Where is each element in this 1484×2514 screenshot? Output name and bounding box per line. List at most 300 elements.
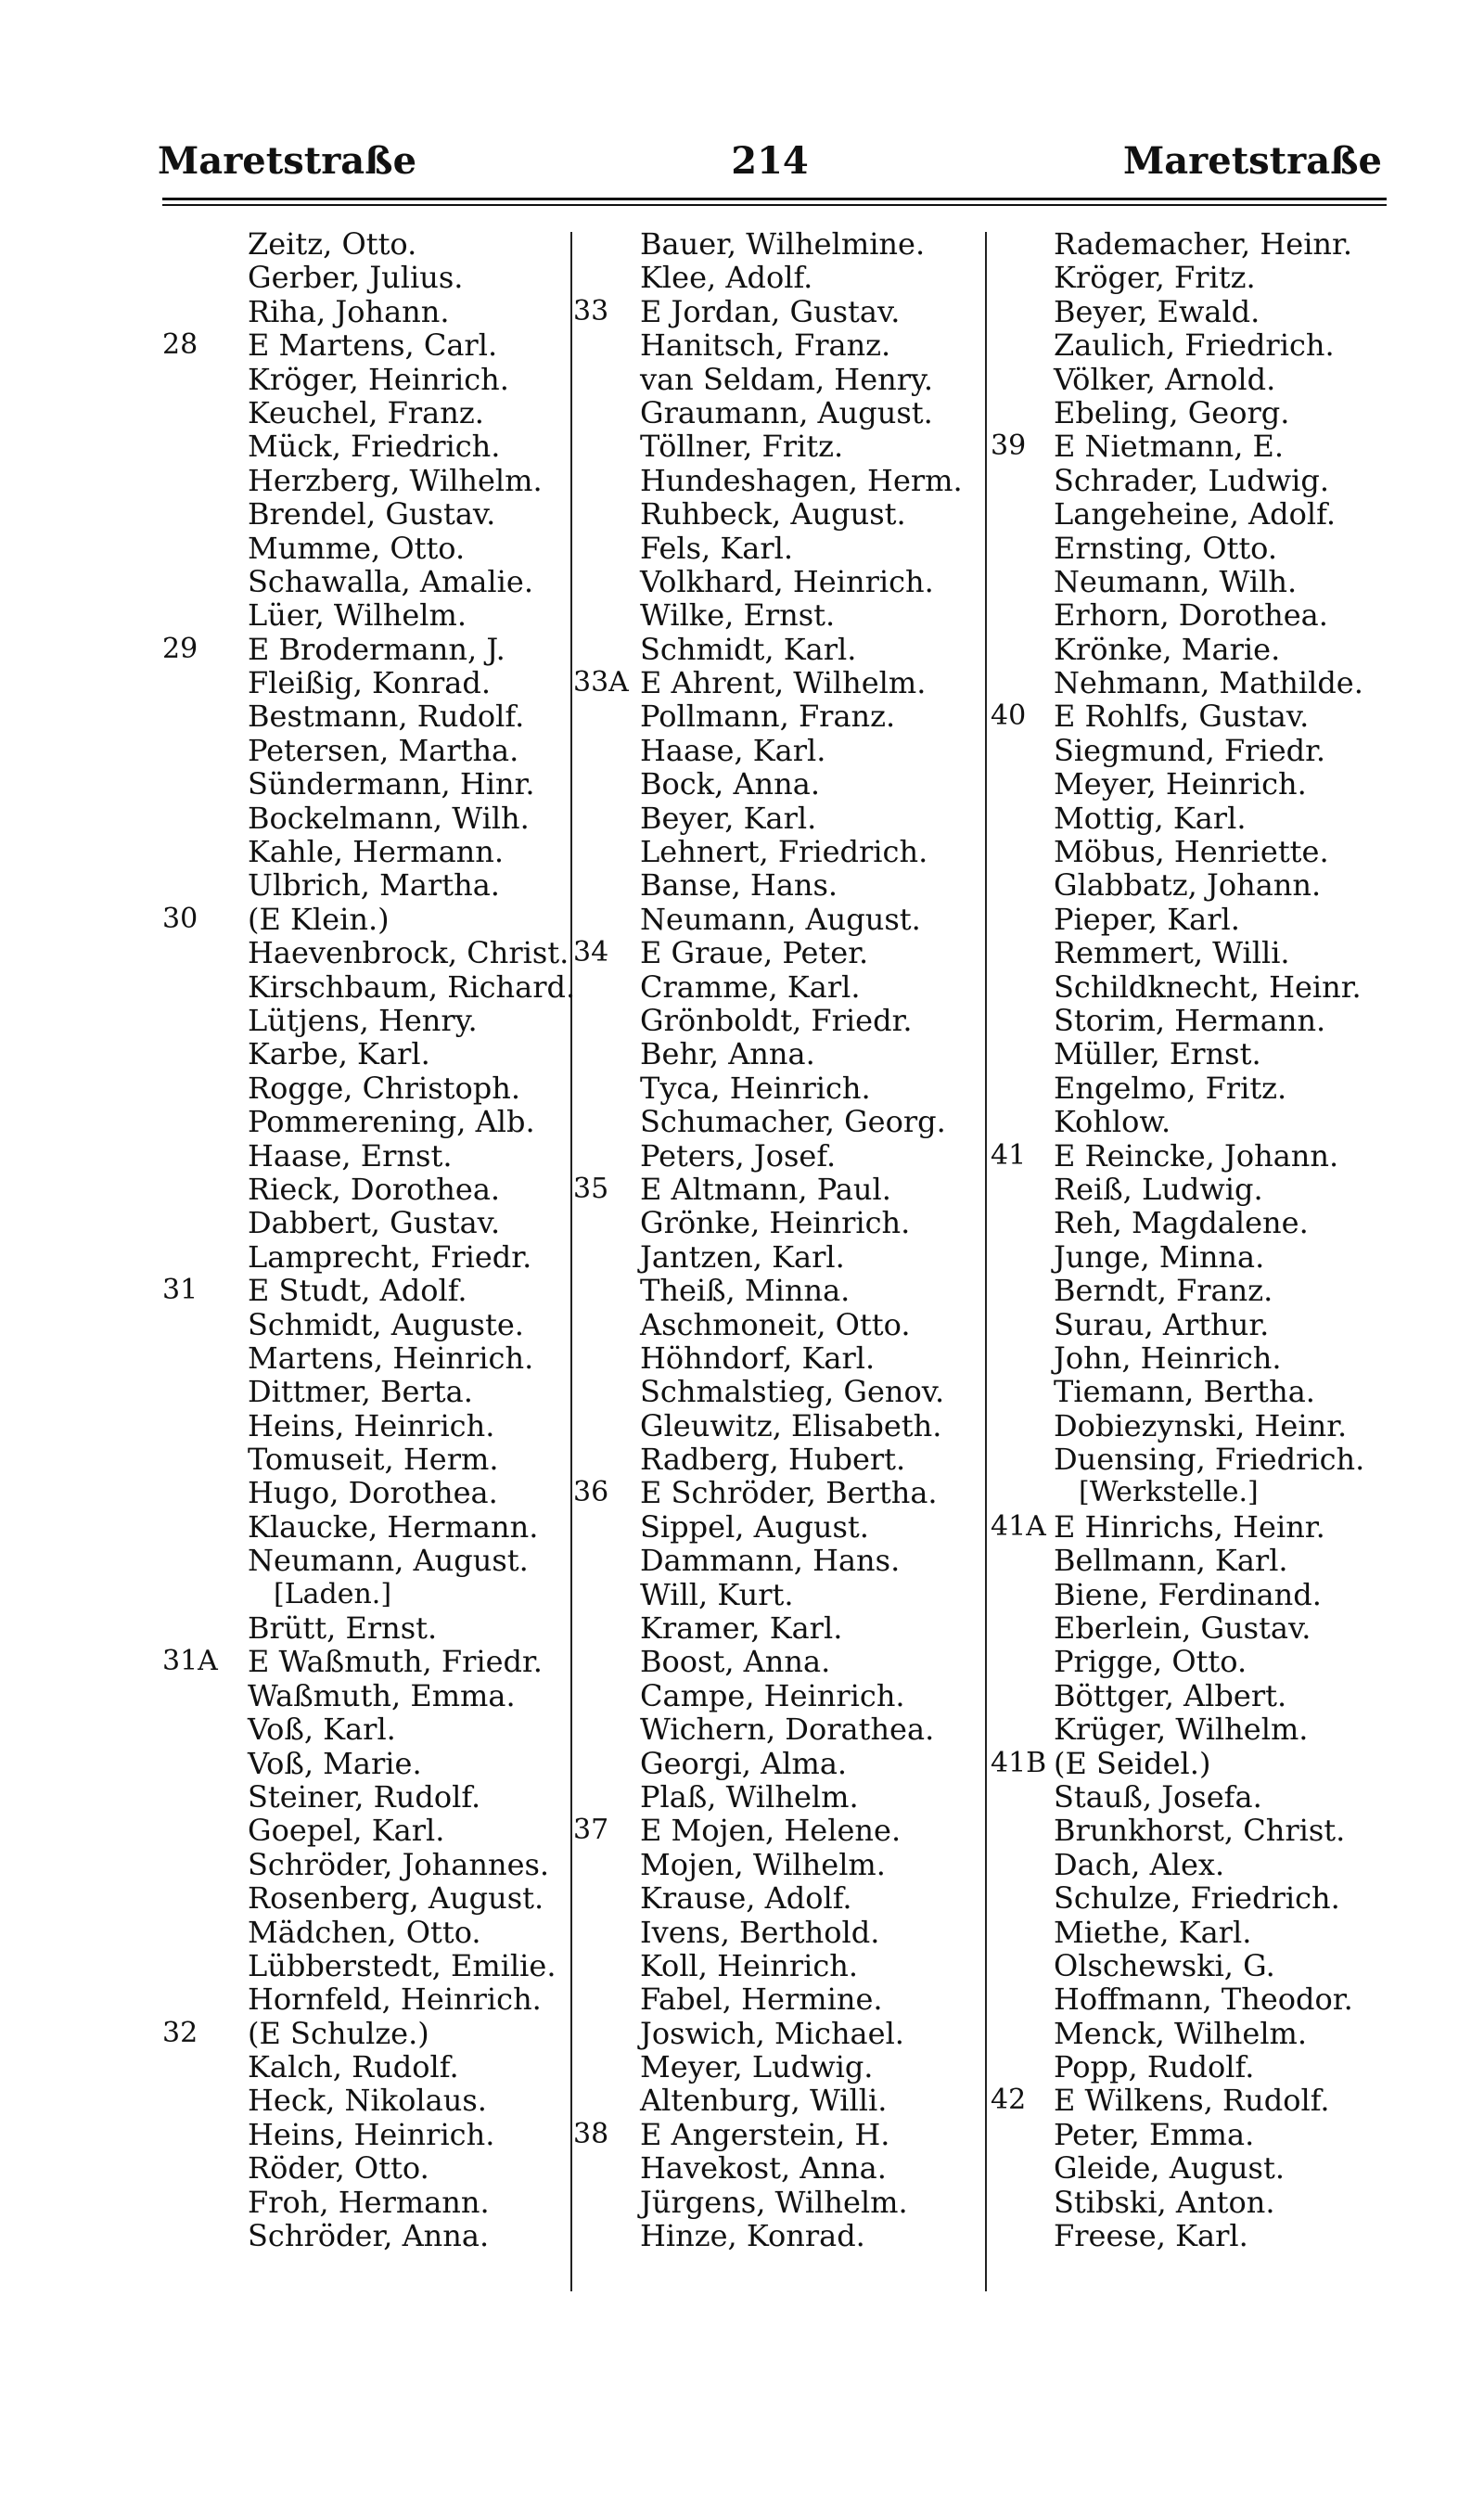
resident-row	[172, 1679, 570, 1712]
resident-name: Lehnert, Friedrich.	[640, 834, 928, 870]
resident-row	[991, 1409, 1399, 1443]
resident-name: Schmidt, Auguste.	[248, 1306, 524, 1342]
resident-name: Jürgens, Wilhelm.	[640, 2184, 908, 2220]
resident-name: Dabbert, Gustav.	[248, 1205, 501, 1241]
resident-name: Cramme, Karl.	[640, 968, 861, 1005]
resident-row	[991, 1982, 1399, 2016]
resident-row	[573, 1611, 985, 1645]
resident-name: Ruhbeck, August.	[640, 496, 906, 532]
resident-name: Tyca, Heinrich.	[640, 1070, 871, 1106]
resident-row	[573, 1578, 985, 1611]
resident-name: Gleuwitz, Elisabeth.	[640, 1407, 942, 1443]
resident-name: Kröger, Heinrich.	[248, 361, 509, 397]
house-entry-row	[162, 1644, 570, 1680]
resident-row	[172, 1881, 570, 1915]
house-entry-row	[991, 1139, 1399, 1173]
resident-name: Reiß, Ludwig.	[1054, 1171, 1263, 1207]
resident-row	[991, 1848, 1399, 1881]
resident-row	[573, 598, 985, 632]
resident-name: John, Heinrich.	[1054, 1340, 1282, 1376]
resident-row	[573, 633, 985, 666]
resident-row	[172, 295, 570, 328]
resident-row	[573, 2017, 985, 2050]
resident-row	[991, 1240, 1399, 1274]
resident-row	[991, 868, 1399, 902]
resident-row	[573, 1409, 985, 1443]
resident-name: Meyer, Ludwig.	[640, 2049, 874, 2085]
resident-row	[991, 396, 1399, 430]
resident-name: E Graue, Peter.	[640, 935, 869, 971]
resident-row	[573, 1679, 985, 1712]
house-entry-row	[162, 2015, 570, 2051]
resident-name: Storim, Hermann.	[1054, 1002, 1326, 1038]
resident-name: Klee, Adolf.	[640, 260, 813, 296]
resident-name: Schrader, Ludwig.	[1054, 462, 1329, 498]
resident-name: Surau, Arthur.	[1054, 1306, 1270, 1342]
resident-row	[991, 363, 1399, 396]
resident-name: Gleide, August.	[1054, 2150, 1285, 2187]
resident-row	[573, 1712, 985, 1746]
resident-name: Schulze, Friedrich.	[1054, 1880, 1340, 1917]
resident-row	[573, 767, 985, 801]
house-number: 33	[573, 294, 609, 327]
resident-name: Wilke, Ernst.	[640, 597, 836, 634]
house-entry-row	[573, 2118, 985, 2151]
resident-name: Bockelmann, Wilh.	[248, 800, 530, 836]
resident-row	[172, 835, 570, 868]
resident-row	[573, 1139, 985, 1173]
resident-name: E Brodermann, J.	[248, 631, 505, 667]
resident-row	[573, 2151, 985, 2185]
resident-name: Popp, Rudolf.	[1054, 2049, 1255, 2085]
resident-name: Fleißig, Konrad.	[248, 665, 491, 701]
resident-row	[172, 1510, 570, 1544]
resident-name: Bauer, Wilhelmine.	[640, 226, 926, 262]
resident-row	[573, 835, 985, 868]
resident-row	[172, 734, 570, 767]
resident-name: Stibski, Anton.	[1054, 2184, 1275, 2220]
house-entry-row	[573, 295, 985, 328]
resident-name: Riha, Johann.	[248, 293, 450, 329]
resident-row	[991, 464, 1399, 497]
resident-name: Reh, Magdalene.	[1054, 1205, 1309, 1241]
resident-row	[991, 1611, 1399, 1645]
resident-name: Schawalla, Amalie.	[248, 563, 533, 599]
resident-row	[172, 532, 570, 565]
resident-row	[573, 1071, 985, 1105]
resident-name: Neumann, August.	[248, 1543, 529, 1579]
resident-name: Schmalstieg, Genov.	[640, 1374, 945, 1410]
resident-name: E Martens, Carl.	[248, 327, 498, 364]
resident-name: Haevenbrock, Christ.	[248, 935, 569, 971]
resident-name: Mojen, Wilhelm.	[640, 1846, 886, 1882]
resident-name: Lübberstedt, Emilie.	[248, 1947, 556, 1983]
resident-name: Mumme, Otto.	[248, 530, 466, 566]
resident-row	[991, 328, 1399, 362]
resident-row	[172, 1611, 570, 1645]
resident-name: Schmidt, Karl.	[640, 631, 857, 667]
resident-row	[172, 666, 570, 699]
resident-name: Jantzen, Karl.	[640, 1238, 845, 1275]
resident-name: van Seldam, Henry.	[640, 361, 934, 397]
resident-name: Heck, Nikolaus.	[248, 2083, 487, 2119]
resident-name: Ulbrich, Martha.	[248, 867, 500, 904]
resident-row	[991, 532, 1399, 565]
resident-name: Zaulich, Friedrich.	[1054, 327, 1335, 364]
house-number: 32	[162, 2016, 198, 2049]
resident-name: Krönke, Marie.	[1054, 631, 1281, 667]
house-number: 33A	[573, 666, 629, 699]
resident-name: Goepel, Karl.	[248, 1813, 445, 1849]
resident-name: Tomuseit, Herm.	[248, 1442, 499, 1478]
column-1	[162, 226, 576, 2254]
resident-row	[991, 1578, 1399, 1611]
resident-row	[172, 1071, 570, 1105]
resident-row	[573, 1780, 985, 1814]
resident-row	[991, 1712, 1399, 1746]
resident-row	[573, 1510, 985, 1544]
resident-name: Hugo, Dorothea.	[248, 1475, 498, 1511]
resident-name: Röder, Otto.	[248, 2150, 429, 2187]
house-entry-row	[573, 936, 985, 969]
column-divider-2	[985, 232, 987, 2291]
resident-name: Steiner, Rudolf.	[248, 1778, 481, 1815]
resident-name: E Wilkens, Rudolf.	[1054, 2083, 1330, 2119]
resident-name: Ebeling, Georg.	[1054, 394, 1290, 430]
resident-row	[991, 767, 1399, 801]
resident-name: Wichern, Dorathea.	[640, 1712, 935, 1748]
house-number: 42	[991, 2084, 1027, 2117]
resident-name: Ernsting, Otto.	[1054, 530, 1278, 566]
house-entry-row	[573, 1476, 985, 1509]
resident-row	[172, 1240, 570, 1274]
resident-name: Müller, Ernst.	[1054, 1036, 1261, 1072]
resident-row	[172, 497, 570, 531]
resident-name: Sippel, August.	[640, 1508, 869, 1545]
resident-name: Remmert, Willi.	[1054, 935, 1290, 971]
house-entry-row	[991, 2084, 1399, 2117]
resident-row	[172, 2050, 570, 2084]
resident-row	[172, 2084, 570, 2117]
resident-name: Voß, Karl.	[248, 1712, 396, 1748]
resident-row	[991, 1476, 1399, 1509]
resident-name: Campe, Heinrich.	[640, 1677, 905, 1713]
resident-row	[573, 1747, 985, 1780]
resident-name: Rademacher, Heinr.	[1054, 226, 1352, 262]
header-street-right: Maretstraße	[1122, 139, 1382, 183]
resident-name: Rosenberg, August.	[248, 1880, 544, 1917]
resident-row	[172, 2118, 570, 2151]
resident-name: Dobiezynski, Heinr.	[1054, 1407, 1348, 1443]
resident-row	[991, 1679, 1399, 1712]
house-entry-row	[573, 1814, 985, 1847]
resident-row	[573, 1949, 985, 1982]
resident-name: Koll, Heinrich.	[640, 1947, 859, 1983]
resident-name: Havekost, Anna.	[640, 2150, 887, 2187]
resident-name: Altenburg, Willi.	[640, 2083, 888, 2119]
resident-name: Kalch, Rudolf.	[248, 2049, 459, 2085]
resident-name: Herzberg, Wilhelm.	[248, 462, 543, 498]
resident-row	[991, 2050, 1399, 2084]
resident-row	[991, 2118, 1399, 2151]
resident-row	[991, 1375, 1399, 1408]
resident-row	[991, 497, 1399, 531]
resident-row	[573, 1206, 985, 1239]
resident-row	[991, 1780, 1399, 1814]
resident-name: Peters, Josef.	[640, 1137, 837, 1174]
house-number: 34	[573, 936, 609, 969]
resident-row	[991, 565, 1399, 598]
resident-name: Fabel, Hermine.	[640, 1982, 883, 2018]
resident-row	[991, 1916, 1399, 1949]
resident-row	[573, 532, 985, 565]
resident-name: Menck, Wilhelm.	[1054, 2015, 1308, 2051]
resident-row	[172, 396, 570, 430]
resident-name: E Angerstein, H.	[640, 2116, 890, 2152]
resident-row	[573, 1004, 985, 1037]
resident-name: Kramer, Karl.	[640, 1610, 843, 1647]
resident-row	[573, 396, 985, 430]
resident-row	[991, 1274, 1399, 1307]
resident-row	[991, 835, 1399, 868]
resident-row	[991, 295, 1399, 328]
resident-name: Biene, Ferdinand.	[1054, 1576, 1322, 1612]
resident-row	[573, 1341, 985, 1375]
resident-row	[573, 464, 985, 497]
resident-name: Schröder, Anna.	[248, 2218, 490, 2254]
resident-row	[172, 868, 570, 902]
resident-name: Prigge, Otto.	[1054, 1644, 1247, 1680]
resident-name: Neumann, Wilh.	[1054, 563, 1298, 599]
house-number: 29	[162, 632, 198, 665]
resident-name: Waßmuth, Emma.	[248, 1677, 516, 1713]
resident-row	[573, 2186, 985, 2219]
resident-row	[573, 2084, 985, 2117]
resident-row	[991, 1949, 1399, 1982]
resident-row	[172, 968, 576, 1005]
resident-name: Krause, Adolf.	[640, 1880, 852, 1917]
resident-row	[991, 1443, 1399, 1476]
house-number: 39	[991, 430, 1027, 463]
resident-row	[172, 1848, 570, 1881]
resident-row	[991, 1308, 1399, 1341]
resident-row	[172, 430, 570, 463]
resident-name: Voß, Marie.	[248, 1745, 422, 1781]
resident-name: Keuchel, Franz.	[248, 394, 484, 430]
resident-row	[573, 970, 985, 1004]
resident-row	[573, 261, 985, 294]
house-number: 41	[991, 1138, 1027, 1172]
resident-row	[573, 1105, 985, 1138]
resident-name: Volkhard, Heinrich.	[640, 563, 934, 599]
page-number: 214	[731, 139, 809, 183]
resident-name: Pollmann, Franz.	[640, 699, 896, 735]
resident-row	[573, 903, 985, 936]
resident-name: Krüger, Wilhelm.	[1054, 1712, 1309, 1748]
resident-name: Stauß, Josefa.	[1054, 1778, 1262, 1815]
resident-row	[573, 328, 985, 362]
resident-name: Mottig, Karl.	[1054, 800, 1247, 836]
house-entry-row	[162, 1273, 570, 1309]
resident-name: Kröger, Fritz.	[1054, 260, 1256, 296]
resident-name: Ivens, Berthold.	[640, 1914, 880, 1950]
resident-name: Karbe, Karl.	[248, 1036, 430, 1072]
house-number: 41B	[991, 1746, 1047, 1779]
resident-name: Georgi, Alma.	[640, 1745, 848, 1781]
resident-row	[172, 767, 570, 801]
resident-name: Hanitsch, Franz.	[640, 327, 891, 364]
house-number: 38	[573, 2117, 609, 2150]
resident-row	[172, 1341, 570, 1375]
resident-row	[991, 1071, 1399, 1105]
resident-name: Völker, Arnold.	[1054, 361, 1276, 397]
resident-row	[573, 802, 985, 835]
resident-row	[172, 2186, 570, 2219]
column-divider-1	[570, 232, 572, 2291]
resident-name: E Reincke, Johann.	[1054, 1137, 1339, 1174]
resident-name: Mädchen, Otto.	[248, 1914, 481, 1950]
resident-name: Höhndorf, Karl.	[640, 1340, 876, 1376]
resident-name: Hoffmann, Theodor.	[1054, 1982, 1353, 2018]
resident-name: Schumacher, Georg.	[640, 1104, 946, 1140]
resident-row	[172, 261, 570, 294]
resident-row	[991, 2017, 1399, 2050]
resident-row	[991, 1645, 1399, 1678]
resident-row	[172, 1544, 570, 1577]
resident-name: Hundeshagen, Herm.	[640, 462, 963, 498]
house-number: 36	[573, 1476, 609, 1509]
resident-row	[573, 868, 985, 902]
resident-row	[172, 1476, 570, 1509]
resident-name: Gerber, Julius.	[248, 260, 464, 296]
resident-row	[172, 1814, 570, 1847]
resident-name: Beyer, Ewald.	[1054, 293, 1260, 329]
resident-row	[573, 363, 985, 396]
resident-name: Haase, Karl.	[640, 732, 826, 768]
resident-name: Heins, Heinrich.	[248, 2116, 495, 2152]
resident-name: (E Schulze.)	[248, 2015, 429, 2051]
house-entry-row	[162, 327, 570, 364]
resident-name: Freese, Karl.	[1054, 2218, 1248, 2254]
resident-row	[172, 1375, 570, 1408]
resident-row	[573, 2219, 985, 2252]
resident-name: (E Klein.)	[248, 901, 390, 937]
resident-row	[991, 903, 1399, 936]
house-number: 31A	[162, 1645, 218, 1678]
resident-row	[573, 734, 985, 767]
resident-row	[172, 1916, 570, 1949]
resident-row	[991, 734, 1399, 767]
resident-name: E Studt, Adolf.	[248, 1273, 467, 1309]
resident-name: Rogge, Christoph.	[248, 1070, 521, 1106]
resident-row	[991, 802, 1399, 835]
resident-row	[991, 2151, 1399, 2185]
resident-name: Brunkhorst, Christ.	[1054, 1813, 1346, 1849]
resident-name: Graumann, August.	[640, 394, 933, 430]
resident-row	[573, 1982, 985, 2016]
resident-name: Petersen, Martha.	[248, 732, 519, 768]
resident-name: Grönke, Heinrich.	[640, 1205, 911, 1241]
resident-name: Miethe, Karl.	[1054, 1914, 1252, 1950]
resident-row	[172, 2151, 570, 2185]
resident-name: Junge, Minna.	[1054, 1238, 1265, 1275]
resident-name: Behr, Anna.	[640, 1036, 815, 1072]
house-entry-row	[991, 1747, 1399, 1780]
resident-row	[991, 633, 1399, 666]
resident-row	[172, 1105, 570, 1138]
resident-row	[172, 802, 570, 835]
resident-name: Zeitz, Otto.	[248, 226, 417, 262]
resident-name: Meyer, Heinrich.	[1054, 766, 1307, 802]
resident-row	[172, 464, 570, 497]
resident-row	[991, 1206, 1399, 1239]
resident-row	[991, 970, 1399, 1004]
resident-row	[991, 1881, 1399, 1915]
resident-name: Dittmer, Berta.	[248, 1374, 473, 1410]
resident-row	[573, 1848, 985, 1881]
resident-row	[172, 565, 570, 598]
resident-row	[991, 1814, 1399, 1847]
resident-name: Brütt, Ernst.	[248, 1610, 438, 1647]
house-number: 35	[573, 1172, 609, 1205]
resident-name: Glabbatz, Johann.	[1054, 867, 1322, 904]
resident-name: Erhorn, Dorothea.	[1054, 597, 1328, 634]
resident-name: E Rohlfs, Gustav.	[1054, 699, 1310, 735]
resident-row	[172, 1139, 570, 1173]
resident-name: E Waßmuth, Friedr.	[248, 1644, 543, 1680]
resident-row	[573, 497, 985, 531]
resident-row	[991, 598, 1399, 632]
resident-name: Fels, Karl.	[640, 530, 794, 566]
resident-name: Kahle, Hermann.	[248, 834, 505, 870]
resident-row	[172, 1173, 570, 1206]
resident-row	[573, 227, 985, 261]
resident-row	[573, 1916, 985, 1949]
resident-row	[991, 1341, 1399, 1375]
resident-row	[172, 363, 570, 396]
resident-name: E Schröder, Bertha.	[640, 1475, 938, 1511]
resident-row	[991, 1173, 1399, 1206]
resident-row	[991, 1105, 1399, 1138]
resident-row	[172, 1982, 570, 2016]
resident-row	[991, 2219, 1399, 2252]
resident-row	[573, 565, 985, 598]
header-rule-thick	[162, 198, 1387, 200]
resident-name: Haase, Ernst.	[248, 1137, 453, 1174]
resident-name: Hornfeld, Heinrich.	[248, 1982, 542, 2018]
resident-name: Dammann, Hans.	[640, 1543, 901, 1579]
house-entry-row	[991, 430, 1399, 463]
resident-row	[573, 1544, 985, 1577]
resident-name: Will, Kurt.	[640, 1576, 794, 1612]
resident-name: Lamprecht, Friedr.	[248, 1238, 532, 1275]
resident-row	[573, 1240, 985, 1274]
resident-name: Langeheine, Adolf.	[1054, 496, 1336, 532]
resident-row	[573, 2050, 985, 2084]
resident-name: E Ahrent, Wilhelm.	[640, 665, 927, 701]
resident-name: Dach, Alex.	[1054, 1846, 1225, 1882]
resident-row	[172, 227, 570, 261]
resident-row	[172, 1037, 570, 1071]
column-3	[991, 227, 1399, 2252]
resident-row	[172, 2219, 570, 2252]
resident-name: Martens, Heinrich.	[248, 1340, 534, 1376]
resident-name: E Jordan, Gustav.	[640, 293, 901, 329]
resident-name: Tiemann, Bertha.	[1054, 1374, 1315, 1410]
resident-name: Bock, Anna.	[640, 766, 821, 802]
resident-row	[991, 1544, 1399, 1577]
resident-name: Pieper, Karl.	[1054, 901, 1240, 937]
